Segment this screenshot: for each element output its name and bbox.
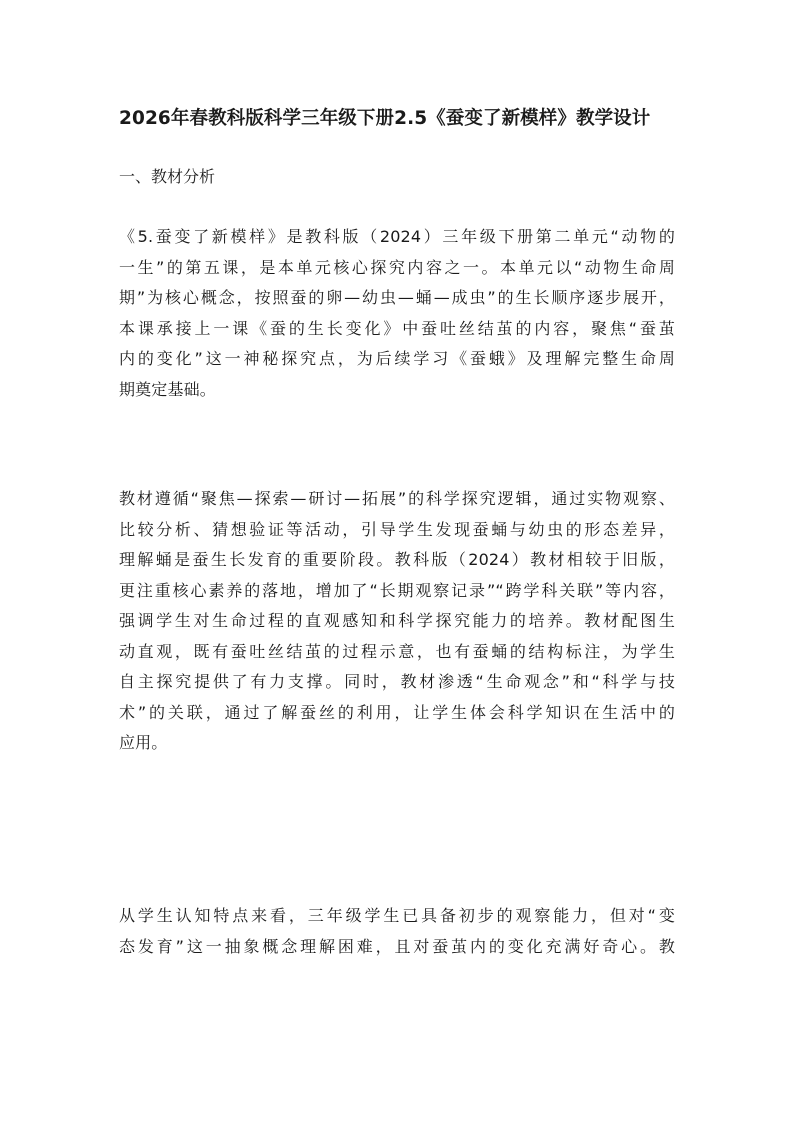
paragraph-2 (119, 484, 675, 759)
paragraph-line: 术”的关联，通过了解蚕丝的利用，让学生体会科学知识在生活中的 (119, 702, 675, 722)
paragraph-line: 自主探究提供了有力支撑。同时，教材渗透“生命观念”和“科学与技 (119, 672, 675, 691)
paragraph-line: 动直观，既有蚕吐丝结茧的过程示意，也有蚕蛹的结构标注，为学生 (119, 641, 675, 661)
paragraph-line: 从学生认知特点来看，三年级学生已具备初步的观察能力，但对“变 (119, 906, 675, 925)
paragraph-line: 比较分析、猜想验证等活动，引导学生发现蚕蛹与幼虫的形态差异， (119, 519, 675, 539)
paragraph-line: 教材遵循“聚焦—探索—研讨—拓展”的科学探究逻辑，通过实物观察、 (119, 489, 675, 508)
paragraph-line: 理解蛹是蚕生长发育的重要阶段。教科版（2024）教材相较于旧版， (119, 550, 675, 569)
paragraph-line: 《5.蚕变了新模样》是教科版（2024）三年级下册第二单元“动物的 (119, 227, 675, 246)
paragraph-line: 强调学生对生命过程的直观感知和科学探究能力的培养。教材配图生 (119, 611, 675, 630)
paragraph-line: 更注重核心素养的落地，增加了“长期观察记录”“跨学科关联”等内容， (119, 580, 675, 600)
paragraph-3 (119, 901, 675, 962)
paragraph-line: 期奠定基础。 (119, 379, 216, 399)
document-title: 2026年春教科版科学三年级下册2.5《蚕变了新模样》教学设计 (119, 108, 651, 129)
paragraph-line: 态发育”这一抽象概念理解困难，且对蚕茧内的变化充满好奇心。教 (119, 936, 675, 956)
paragraph-line: 一生”的第五课，是本单元核心探究内容之一。本单元以“动物生命周 (119, 257, 675, 277)
paragraph-1 (119, 222, 675, 405)
paragraph-line: 应用。 (119, 733, 168, 752)
section-heading: 一、教材分析 (119, 167, 216, 186)
paragraph-line: 内的变化”这一神秘探究点，为后续学习《蚕蛾》及理解完整生命周 (119, 349, 675, 368)
paragraph-line: 本课承接上一课《蚕的生长变化》中蚕吐丝结茧的内容，聚焦“蚕茧 (119, 318, 675, 338)
paragraph-line: 期”为核心概念，按照蚕的卵—幼虫—蛹—成虫”的生长顺序逐步展开， (119, 288, 675, 307)
